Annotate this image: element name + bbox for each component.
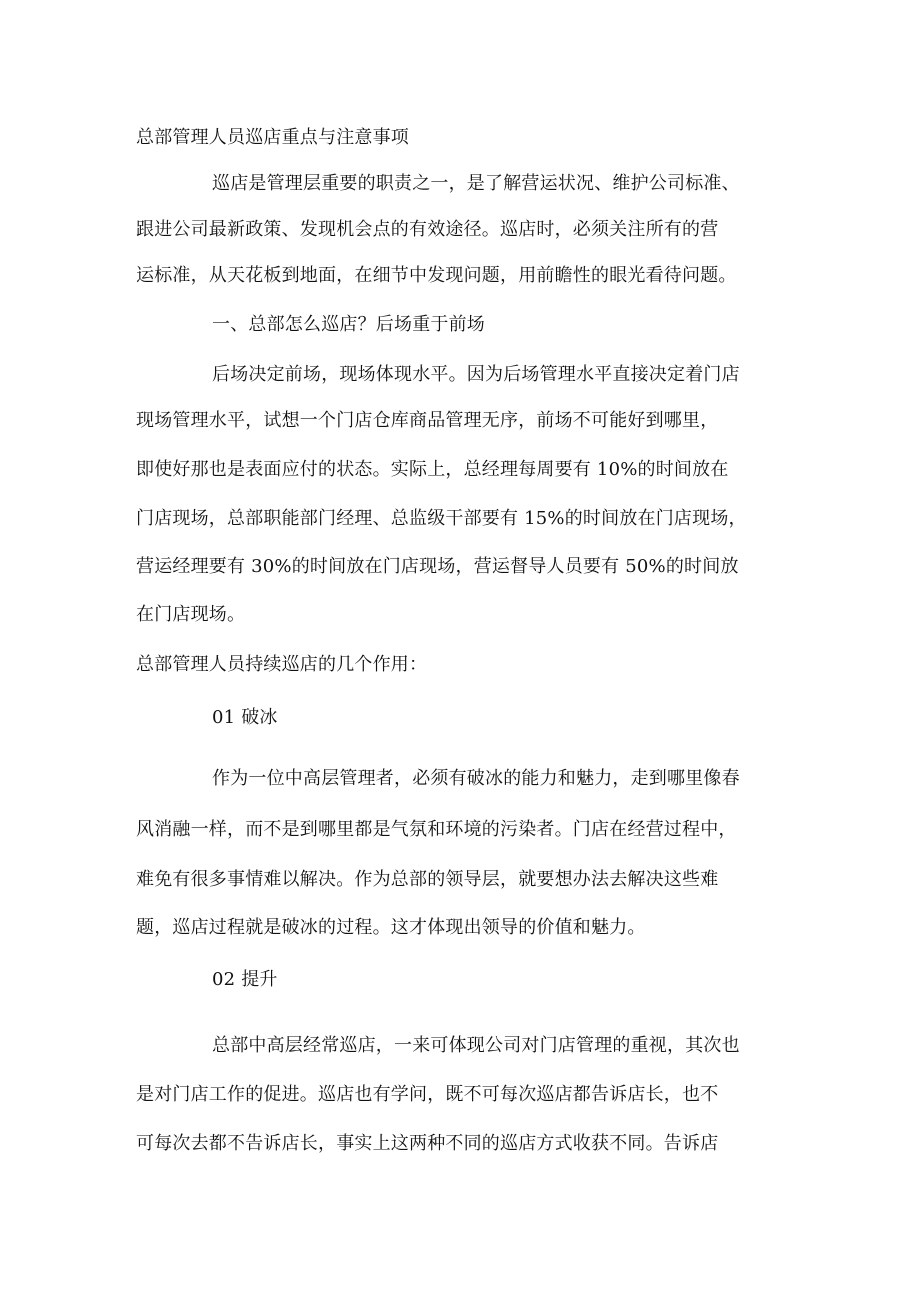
item1-heading: 01 破冰 (212, 707, 278, 728)
section1-heading: 一、总部怎么巡店？后场重于前场 (212, 314, 485, 335)
item1-line-4: 题，巡店过程就是破冰的过程。这才体现出领导的价值和魅力。 (136, 917, 646, 938)
section1-line-4: 门店现场，总部职能部门经理、总监级干部要有 15%的时间放在门店现场， (136, 508, 747, 529)
section1-line-3: 即使好那也是表面应付的状态。实际上，总经理每周要有 10%的时间放在 (136, 459, 729, 480)
section1-line-2: 现场管理水平，试想一个门店仓库商品管理无序，前场不可能好到哪里， (136, 410, 719, 431)
document-title: 总部管理人员巡店重点与注意事项 (136, 127, 409, 148)
item2-heading: 02 提升 (212, 969, 278, 990)
item2-line-2: 是对门店工作的促进。巡店也有学问，既不可每次巡店都告诉店长，也不 (136, 1084, 719, 1105)
item2-line-3: 可每次去都不告诉店长，事实上这两种不同的巡店方式收获不同。告诉店 (136, 1133, 719, 1154)
section1-line-5: 营运经理要有 30%的时间放在门店现场，营运督导人员要有 50%的时间放 (136, 556, 739, 577)
item1-line-3: 难免有很多事情难以解决。作为总部的领导层，就要想办法去解决这些难 (136, 869, 719, 890)
item1-line-1: 作为一位中高层管理者，必须有破冰的能力和魅力，走到哪里像春 (212, 768, 740, 789)
intro-line-1: 巡店是管理层重要的职责之一，是了解营运状况、维护公司标准、 (212, 173, 740, 194)
section1-line-1: 后场决定前场，现场体现水平。因为后场管理水平直接决定着门店 (212, 364, 740, 385)
roles-heading: 总部管理人员持续巡店的几个作用： (136, 654, 428, 675)
intro-line-2: 跟进公司最新政策、发现机会点的有效途径。巡店时，必须关注所有的营 (136, 219, 719, 240)
item1-line-2: 风消融一样，而不是到哪里都是气氛和环境的污染者。门店在经营过程中， (136, 819, 737, 840)
section1-line-6: 在门店现场。 (136, 604, 246, 625)
intro-line-3: 运标准，从天花板到地面，在细节中发现问题，用前瞻性的眼光看待问题。 (136, 265, 737, 286)
item2-line-1: 总部中高层经常巡店，一来可体现公司对门店管理的重视，其次也 (212, 1035, 740, 1056)
